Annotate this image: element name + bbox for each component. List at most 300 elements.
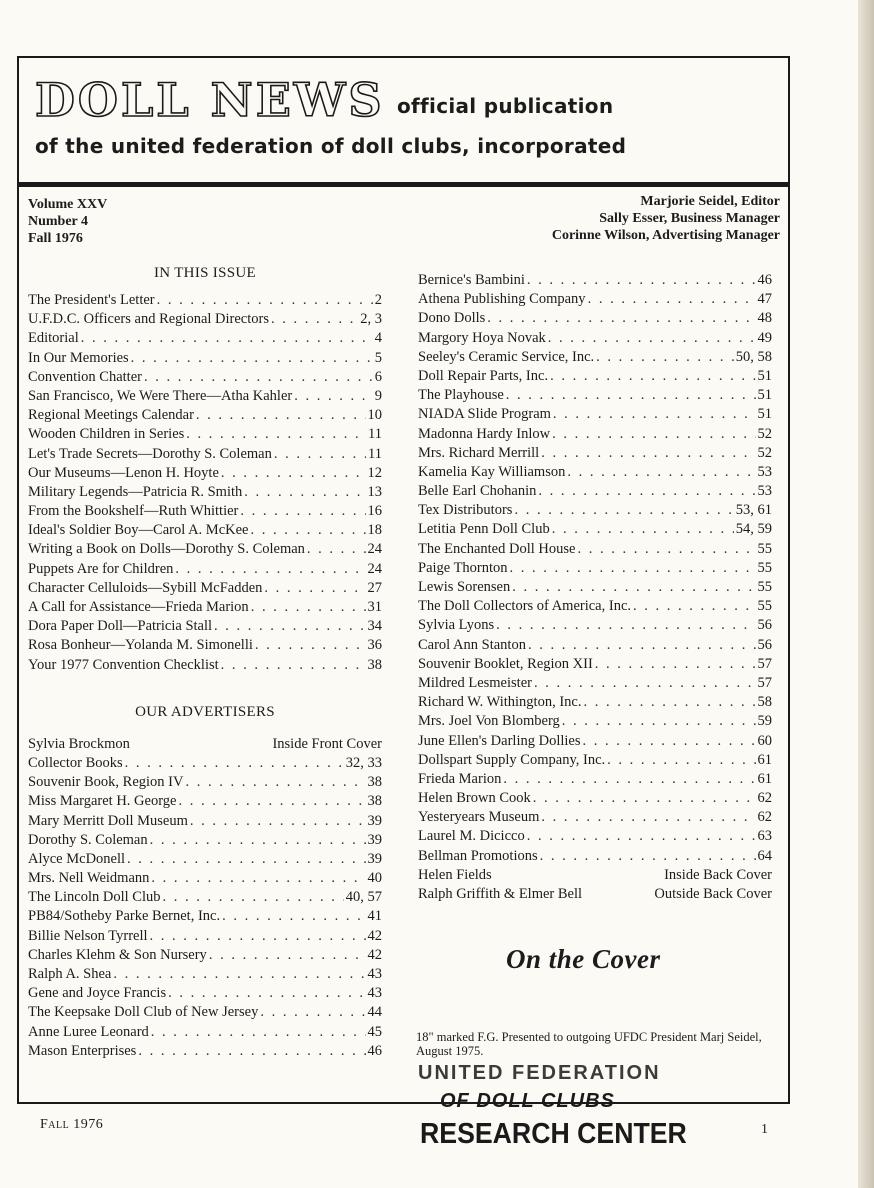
toc-entry-title: The Lincoln Doll Club	[28, 889, 161, 906]
toc-entry	[418, 464, 772, 483]
toc-entry	[28, 407, 382, 426]
toc-entry	[418, 733, 772, 752]
toc-entry-title: PB84/Sotheby Parke Bernet, Inc.	[28, 908, 221, 925]
toc-entry	[418, 406, 772, 425]
toc-entry-page: 47	[757, 291, 772, 308]
advertisers-title: OUR ADVERTISERS	[135, 703, 275, 720]
toc-leader-dots	[196, 407, 366, 424]
toc-entry	[28, 793, 382, 812]
toc-entry	[418, 886, 772, 905]
toc-entry	[28, 985, 382, 1004]
toc-entry-title: Dorothy S. Coleman	[28, 831, 148, 848]
toc-entry-page: 61	[757, 770, 772, 787]
toc-entry-page: 54, 59	[735, 521, 772, 538]
toc-entry-page: 57	[757, 674, 772, 691]
toc-entry-page: 59	[757, 713, 772, 730]
staff-list	[552, 193, 780, 244]
issue-number: Number 4	[28, 214, 89, 229]
toc-leader-dots	[540, 848, 756, 865]
issue-info	[28, 196, 107, 247]
toc-entry-title: Margory Hoya Novak	[418, 329, 546, 346]
toc-entry-title: Seeley's Ceramic Service, Inc.	[418, 348, 595, 365]
toc-entry	[28, 637, 382, 656]
toc-entry-page: 11	[368, 426, 382, 443]
toc-leader-dots	[190, 813, 366, 830]
toc-entry	[418, 502, 772, 521]
toc-entry-title: Ralph Griffith & Elmer Bell	[418, 886, 583, 902]
toc-entry-page: 51	[757, 406, 772, 423]
toc-entry-page: 63	[757, 828, 772, 845]
toc-entry-title: Alyce McDonell	[28, 850, 126, 867]
toc-entry-title: Collector Books	[28, 754, 123, 771]
toc-entry-page: 5	[374, 349, 382, 366]
toc-entry	[418, 541, 772, 560]
toc-entry-title: Puppets Are for Children	[28, 560, 174, 577]
toc-entry-title: Gene and Joyce Francis	[28, 985, 167, 1002]
toc-entry-page: 56	[757, 636, 772, 653]
toc-leader-dots	[255, 637, 366, 654]
toc-entry-page: 51	[757, 387, 772, 404]
toc-leader-dots	[596, 349, 734, 366]
toc-entry	[418, 387, 772, 406]
toc-entry	[28, 736, 382, 755]
toc-entry-page: 38	[367, 656, 382, 673]
toc-entry-title: Our Museums—Lenon H. Hoyte	[28, 464, 219, 481]
toc-entry-page: 9	[374, 387, 382, 404]
toc-leader-dots	[175, 561, 365, 578]
toc-entry	[28, 657, 382, 676]
advertisers-list-left	[28, 736, 382, 1062]
toc-entry-page: 39	[367, 812, 382, 829]
toc-entry	[28, 755, 382, 774]
toc-leader-dots	[510, 560, 756, 577]
toc-entry-page: 34	[367, 618, 382, 635]
toc-leader-dots	[633, 598, 755, 615]
toc-entry-page: 16	[367, 503, 382, 520]
toc-entry	[418, 330, 772, 349]
toc-entry	[28, 870, 382, 889]
toc-entry	[418, 617, 772, 636]
toc-leader-dots	[487, 310, 755, 327]
toc-leader-dots	[503, 771, 755, 788]
toc-entry-title: Editorial	[28, 330, 79, 347]
toc-leader-dots	[221, 465, 366, 482]
toc-leader-dots	[150, 832, 366, 849]
toc-entry-page: 56	[757, 617, 772, 634]
toc-entry-page: 43	[367, 985, 382, 1002]
toc-entry-page: 42	[367, 927, 382, 944]
toc-leader-dots	[595, 656, 756, 673]
toc-leader-dots	[264, 580, 365, 597]
toc-entry-title: Mildred Lesmeister	[418, 674, 532, 691]
toc-entry	[28, 561, 382, 580]
toc-leader-dots	[125, 755, 344, 772]
toc-entry-title: Helen Brown Cook	[418, 790, 531, 807]
toc-entry-page: 43	[367, 966, 382, 982]
toc-entry	[28, 541, 382, 560]
toc-leader-dots	[222, 908, 365, 925]
footer-page-number: 1	[761, 1122, 768, 1137]
toc-entry	[28, 503, 382, 522]
cover-caption: 18" marked F.G. Presented to outgoing UFDC President Marj Seidel, August 1975.	[416, 1030, 762, 1058]
toc-entry-page: 61	[757, 751, 772, 768]
toc-entry-title: Mary Merritt Doll Museum	[28, 812, 188, 829]
toc-leader-dots	[251, 599, 366, 616]
toc-entry-title: Letitia Penn Doll Club	[418, 521, 550, 538]
toc-entry-title: Carol Ann Stanton	[418, 636, 526, 653]
toc-entry	[418, 483, 772, 502]
toc-entry-title: Convention Chatter	[28, 368, 142, 385]
toc-entry	[418, 445, 772, 464]
toc-entry-title: Wooden Children in Series	[28, 426, 185, 443]
toc-leader-dots	[496, 617, 755, 634]
toc-entry-title: Let's Trade Secrets—Dorothy S. Coleman	[28, 445, 272, 462]
toc-entry-title: Frieda Marion	[418, 770, 502, 787]
toc-entry	[418, 713, 772, 732]
toc-entry-title: Rosa Bonheur—Yolanda M. Simonelli	[28, 637, 253, 654]
library-stamp-line3: RESEARCH CENTER	[420, 1118, 687, 1150]
toc-leader-dots	[113, 966, 365, 983]
toc-leader-dots	[514, 502, 733, 519]
toc-leader-dots	[534, 675, 756, 692]
toc-entry-title: Mason Enterprises	[28, 1042, 137, 1059]
staff-editor: Marjorie Seidel, Editor	[640, 194, 780, 209]
toc-entry	[28, 774, 382, 793]
toc-entry-page: 55	[757, 579, 772, 595]
toc-leader-dots	[541, 809, 755, 826]
toc-entry-title: The Keepsake Doll Club of New Jersey	[28, 1004, 259, 1021]
toc-entry	[28, 599, 382, 618]
toc-entry-title: The President's Letter	[28, 292, 155, 308]
toc-entry-page: 39	[367, 850, 382, 867]
toc-leader-dots	[506, 387, 756, 404]
toc-entry	[28, 446, 382, 465]
toc-leader-dots	[607, 752, 755, 769]
toc-entry-page: 32, 33	[345, 754, 382, 771]
toc-entry-page: 36	[367, 637, 382, 654]
toc-leader-dots	[144, 369, 373, 386]
toc-entry-page: 46	[367, 1042, 382, 1059]
toc-entry-page: 27	[367, 579, 382, 596]
toc-entry-page: 55	[757, 598, 772, 615]
toc-leader-dots	[178, 793, 365, 810]
toc-leader-dots	[552, 521, 734, 538]
toc-leader-dots	[567, 464, 755, 481]
toc-entry-page: 2	[374, 292, 382, 308]
toc-entry-title: From the Bookshelf—Ruth Whittier	[28, 503, 239, 520]
toc-entry-title: Your 1977 Convention Checklist	[28, 656, 219, 673]
toc-entry	[28, 889, 382, 908]
toc-leader-dots	[307, 541, 366, 558]
staff-business-manager: Sally Esser, Business Manager	[599, 211, 780, 226]
toc-entry-page: 31	[367, 599, 382, 615]
toc-leader-dots	[541, 445, 755, 462]
toc-entry	[28, 928, 382, 947]
toc-entry	[418, 598, 772, 617]
toc-entry	[418, 560, 772, 579]
toc-entry-page: 40, 57	[345, 889, 382, 906]
toc-entry-title: The Enchanted Doll House	[418, 540, 576, 557]
toc-entry	[28, 580, 382, 599]
toc-entry-title: Souvenir Book, Region IV	[28, 774, 184, 791]
toc-leader-dots	[552, 426, 755, 443]
toc-entry-page: 55	[757, 540, 772, 557]
toc-entry-page: 53, 61	[735, 502, 772, 519]
toc-entry	[28, 292, 382, 311]
toc-entry-page: 53	[757, 483, 772, 500]
toc-entry-title: Dono Dolls	[418, 310, 486, 327]
toc-entry-title: Military Legends—Patricia R. Smith	[28, 483, 243, 500]
advertisers-list-right	[418, 272, 772, 905]
toc-entry-page: 18	[367, 522, 382, 539]
toc-entry-title: Dora Paper Doll—Patricia Stall	[28, 618, 213, 635]
toc-leader-dots	[151, 1024, 366, 1041]
toc-entry-title: The Playhouse	[418, 387, 504, 404]
toc-leader-dots	[548, 330, 756, 347]
toc-leader-dots	[214, 618, 365, 635]
toc-entry-page: 45	[367, 1023, 382, 1040]
toc-leader-dots	[221, 657, 366, 674]
toc-leader-dots	[527, 828, 756, 845]
toc-entry-page: 40	[367, 870, 382, 887]
toc-entry-page: 10	[367, 407, 382, 424]
toc-entry-title: Miss Margaret H. George	[28, 793, 177, 810]
toc-entry-title: Helen Fields	[418, 866, 492, 883]
toc-entry-title: Bernice's Bambini	[418, 272, 525, 288]
toc-entry-page: 6	[374, 368, 382, 385]
toc-entry-page: 50, 58	[735, 348, 772, 365]
footer-issue: Fall 1976	[40, 1117, 104, 1132]
right-column	[418, 272, 772, 905]
toc-leader-dots	[186, 426, 366, 443]
toc-entry-page: 38	[367, 774, 382, 791]
toc-leader-dots	[527, 272, 756, 289]
toc-entry-page: 64	[757, 847, 772, 864]
toc-entry-page: 38	[367, 793, 382, 810]
toc-entry-page: 11	[368, 445, 382, 462]
toc-entry-page: 53	[757, 463, 772, 480]
staff-advertising-manager: Corinne Wilson, Advertising Manager	[551, 228, 780, 243]
toc-leader-dots	[562, 713, 756, 730]
toc-entry-title: Writing a Book on Dolls—Dorothy S. Coleman	[28, 541, 305, 558]
toc-entry	[28, 1043, 382, 1062]
toc-entry-title: U.F.D.C. Officers and Regional Directors	[28, 311, 269, 328]
toc-entry-page: Inside Back Cover	[664, 866, 772, 883]
toc-entry-title: Character Celluloids—Sybill McFadden	[28, 579, 263, 596]
masthead-rule	[17, 182, 790, 187]
toc-leader-dots	[240, 503, 365, 520]
toc-leader-dots	[131, 350, 373, 367]
toc-entry	[28, 851, 382, 870]
toc-entry	[28, 311, 382, 330]
toc-entry-page: 57	[757, 655, 772, 672]
toc-entry-page: 52	[757, 425, 772, 442]
toc-entry-page: 51	[757, 367, 772, 384]
toc-entry-page: 4	[374, 330, 382, 347]
in-this-issue-title: IN THIS ISSUE	[154, 265, 256, 281]
toc-leader-dots	[151, 870, 365, 887]
toc-entry-page: 24	[367, 541, 382, 558]
toc-entry	[28, 522, 382, 541]
toc-entry-title: June Ellen's Darling Dollies	[418, 732, 581, 749]
masthead-tagline: official publication	[397, 94, 614, 118]
toc-entry-page: 60	[757, 732, 772, 749]
toc-entry-title: Anne Luree Leonard	[28, 1023, 149, 1040]
toc-entry-title: Laurel M. Dicicco	[418, 828, 525, 845]
toc-entry-title: Billie Nelson Tyrrell	[28, 927, 148, 944]
toc-entry	[418, 349, 772, 368]
toc-entry	[28, 369, 382, 388]
toc-entry-page: 55	[757, 559, 772, 576]
toc-entry-title: Souvenir Booklet, Region XII	[418, 655, 593, 672]
toc-entry-page: 52	[757, 444, 772, 461]
toc-entry-title: A Call for Assistance—Frieda Marion	[28, 599, 249, 615]
issue-season: Fall 1976	[28, 231, 83, 246]
toc-leader-dots	[260, 1004, 365, 1021]
toc-entry-page: 44	[367, 1004, 382, 1021]
toc-entry-title: In Our Memories	[28, 349, 129, 366]
toc-entry	[418, 694, 772, 713]
toc-leader-dots	[81, 330, 373, 347]
toc-entry-page: Inside Front Cover	[272, 735, 382, 752]
toc-leader-dots	[533, 790, 756, 807]
toc-entry-title: Tex Distributors	[418, 502, 513, 519]
library-stamp-line2: OF DOLL CLUBS	[440, 1090, 615, 1112]
toc-leader-dots	[577, 541, 755, 558]
toc-entry	[418, 752, 772, 771]
toc-leader-dots	[168, 985, 365, 1002]
toc-entry-title: Charles Klehm & Son Nursery	[28, 946, 207, 963]
toc-entry	[418, 310, 772, 329]
toc-entry-title: Ralph A. Shea	[28, 966, 112, 982]
toc-entry	[28, 813, 382, 832]
toc-entry-page: 62	[757, 809, 772, 826]
toc-leader-dots	[138, 1043, 365, 1060]
toc-entry-title: Lewis Sorensen	[418, 579, 511, 595]
toc-entry-title: Doll Repair Parts, Inc.	[418, 367, 549, 384]
page-edge	[858, 0, 874, 1188]
toc-entry	[28, 426, 382, 445]
toc-entry-page: 42	[367, 946, 382, 963]
toc-entry	[28, 330, 382, 349]
doll-news-logo: DOLL NEWS	[35, 73, 385, 127]
toc-entry-title: Bellman Promotions	[418, 847, 538, 864]
toc-entry-title: The Doll Collectors of America, Inc.	[418, 598, 632, 615]
toc-entry-title: Mrs. Joel Von Blomberg	[418, 713, 560, 730]
toc-entry	[28, 465, 382, 484]
toc-entry-title: Belle Earl Chohanin	[418, 483, 537, 500]
masthead-subtitle: of the united federation of doll clubs, incorporated	[35, 134, 627, 158]
toc-leader-dots	[209, 947, 366, 964]
toc-entry	[418, 637, 772, 656]
toc-entry	[418, 771, 772, 790]
toc-entry-page: 24	[367, 560, 382, 577]
toc-entry	[28, 1004, 382, 1023]
masthead	[35, 74, 775, 184]
toc-entry-title: Kamelia Kay Williamson	[418, 463, 566, 480]
volume: Volume XXV	[28, 197, 108, 212]
toc-entry-title: Sylvia Lyons	[418, 617, 495, 634]
toc-entry	[418, 521, 772, 540]
toc-entry-title: Mrs. Richard Merrill	[418, 444, 540, 461]
toc-leader-dots	[150, 928, 366, 945]
toc-entry-title: Madonna Hardy Inlow	[418, 425, 551, 442]
toc-entry-page: Outside Back Cover	[654, 886, 772, 902]
toc-leader-dots	[127, 851, 365, 868]
toc-entry-title: Richard W. Withington, Inc.	[418, 694, 582, 711]
toc-entry-title: Ideal's Soldier Boy—Carol A. McKee	[28, 522, 249, 539]
toc-entry	[418, 656, 772, 675]
toc-entry	[28, 618, 382, 637]
toc-entry-title: Regional Meetings Calendar	[28, 407, 194, 424]
toc-entry-page: 2, 3	[360, 311, 382, 328]
left-column	[28, 265, 382, 1062]
on-the-cover-title: On the Cover	[506, 944, 661, 974]
toc-leader-dots	[553, 406, 756, 423]
toc-leader-dots	[528, 637, 756, 654]
toc-leader-dots	[583, 694, 755, 711]
toc-entry-page: 62	[757, 790, 772, 807]
toc-entry	[418, 867, 772, 886]
toc-entry-title: Dollspart Supply Company, Inc.	[418, 751, 606, 768]
toc-entry	[28, 350, 382, 369]
toc-entry	[28, 908, 382, 927]
toc-entry	[28, 966, 382, 985]
toc-entry-title: NIADA Slide Program	[418, 406, 551, 423]
toc-entry-page: 39	[367, 831, 382, 848]
toc-entry	[28, 484, 382, 503]
toc-entry	[418, 809, 772, 828]
toc-leader-dots	[294, 388, 373, 405]
toc-entry	[418, 848, 772, 867]
toc-entry	[418, 368, 772, 387]
toc-leader-dots	[550, 368, 755, 385]
toc-leader-dots	[588, 291, 756, 308]
toc-entry	[418, 426, 772, 445]
toc-entry	[28, 1024, 382, 1043]
toc-entry	[418, 828, 772, 847]
toc-entry-page: 49	[757, 329, 772, 346]
toc-leader-dots	[250, 522, 365, 539]
toc-entry-title: Athena Publishing Company	[418, 291, 586, 308]
toc-entry-title: Yesteryears Museum	[418, 809, 540, 826]
toc-entry-page: 48	[757, 310, 772, 327]
toc-entry	[28, 832, 382, 851]
toc-leader-dots	[538, 483, 755, 500]
toc-entry-title: Sylvia Brockmon	[28, 735, 130, 752]
toc-leader-dots	[583, 733, 756, 750]
toc-entry	[28, 947, 382, 966]
toc-entry	[418, 579, 772, 598]
in-this-issue-list	[28, 292, 382, 676]
toc-entry-title: San Francisco, We Were There—Atha Kahler	[28, 387, 293, 404]
toc-leader-dots	[244, 484, 365, 501]
toc-leader-dots	[163, 889, 344, 906]
toc-leader-dots	[512, 579, 755, 596]
toc-entry-title: Paige Thornton	[418, 559, 508, 576]
toc-entry	[418, 675, 772, 694]
toc-leader-dots	[274, 446, 366, 463]
library-stamp-line1: UNITED FEDERATION	[418, 1062, 661, 1084]
toc-entry	[418, 272, 772, 291]
toc-entry-page: 13	[367, 483, 382, 500]
toc-entry-title: Mrs. Nell Weidmann	[28, 870, 150, 887]
toc-leader-dots	[157, 292, 373, 309]
toc-entry-page: 58	[757, 694, 772, 711]
toc-entry-page: 41	[367, 908, 382, 925]
toc-entry	[418, 790, 772, 809]
toc-entry-page: 12	[367, 464, 382, 481]
